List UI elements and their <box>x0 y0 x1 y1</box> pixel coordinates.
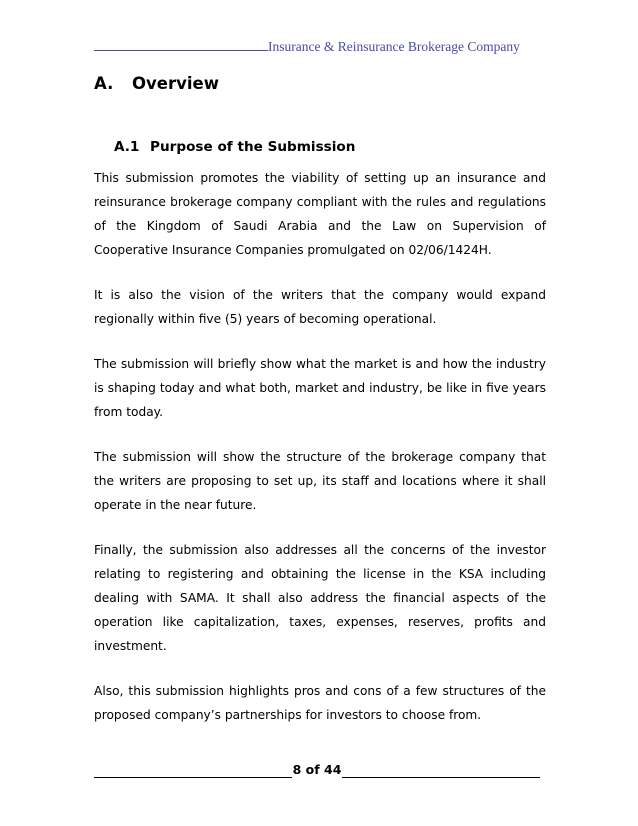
section-number: A. <box>94 74 114 93</box>
footer-rule-right <box>342 764 540 778</box>
paragraph: Also, this submission highlights pros and cons of a few structures of the proposed company’s partnerships for investors to choose from. <box>94 684 546 722</box>
subsection-number: A.1 <box>114 139 140 155</box>
section-heading <box>94 73 219 95</box>
paragraph: The submission will show the structure of the brokerage company that the writers are proposing to set up, its staff and locations where it shall operate in the near future. <box>94 450 546 512</box>
paragraph: It is also the vision of the writers that the company would expand regionally within five (5) years of becoming operational. <box>94 288 546 326</box>
section-title: Overview <box>132 74 219 93</box>
subsection-title: Purpose of the Submission <box>150 139 356 155</box>
footer-rule-left <box>94 764 292 778</box>
body-text <box>94 166 546 748</box>
page-header <box>94 38 546 56</box>
page-number: 8 of 44 <box>292 762 342 777</box>
paragraph: This submission promotes the viability of setting up an insurance and reinsurance brokerage company compliant with the rules and regulations of the Kingdom of Saudi Arabia and the Law on Supervision of Cooperative Insurance Companies promulgated on 02/06/1424H. <box>94 171 546 257</box>
paragraph: Finally, the submission also addresses all the concerns of the investor relating to registering and obtaining the license in the KSA including dealing with SAMA. It shall also address the financial aspects of the operation like capitalization, taxes, expenses, reserves, profits and investment. <box>94 543 546 653</box>
subsection-heading <box>114 137 355 157</box>
header-rule <box>94 38 268 51</box>
paragraph: The submission will briefly show what the market is and how the industry is shaping today and what both, market and industry, be like in five years from today. <box>94 357 546 419</box>
header-company-name: Insurance & Reinsurance Brokerage Company <box>268 39 520 54</box>
page-footer <box>94 762 540 778</box>
